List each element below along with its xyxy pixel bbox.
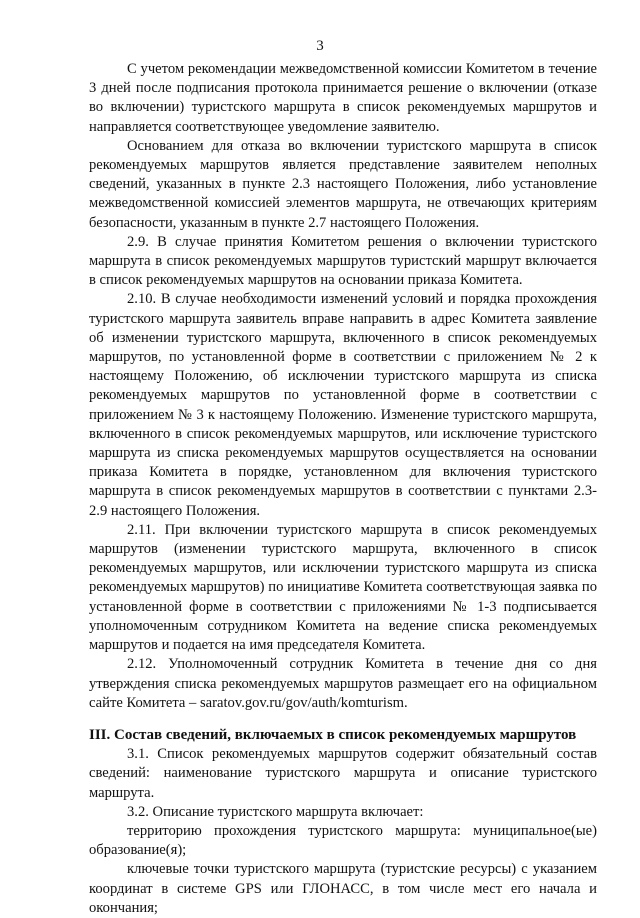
paragraph-refusal-grounds: Основанием для отказа во включении туристского маршрута в список рекомендуемых маршрутов является представление заявителем неполных сведений, указанных в пункте 2.3 настоящего Положения, либо установление межведомственной комиссией элементов маршрута, не отвечающих критериям безопасности, указанным в пункте 2.7 настоящего Положения.: [89, 137, 597, 231]
paragraph-3-1: 3.1. Список рекомендуемых маршрутов содержит обязательный состав сведений: наименование туристского маршрута и описание туристского маршрута.: [89, 746, 597, 801]
section-heading-iii: III. Состав сведений, включаемых в список рекомендуемых маршрутов: [89, 726, 577, 743]
page-number: 3: [316, 38, 324, 54]
list-item-territory: территорию прохождения туристского маршрута: муниципальное(ые) образование(я);: [89, 822, 597, 859]
paragraph-2-12: 2.12. Уполномоченный сотрудник Комитета в течение дня со дня утверждения списка рекомендуемых маршрутов размещает его на официальном сайте Комитета – saratov.gov.ru/gov/auth/komturism.: [89, 656, 597, 711]
list-item-key-points: ключевые точки туристского маршрута (туристские ресурсы) с указанием координат в системе GPS или ГЛОНАСС, в том числе мест его начала и окончания;: [89, 861, 597, 916]
paragraph-2-9: 2.9. В случае принятия Комитетом решения о включении туристского маршрута в список рекомендуемых маршрутов туристский маршрут включается в список рекомендуемых маршрутов на основании приказа Комитета.: [89, 233, 597, 289]
paragraph-2-11: 2.11. При включении туристского маршрута в список рекомендуемых маршрутов (изменении туристского маршрута, включенного в список рекомендуемых маршрутов, или исключении туристского маршрута из списка рекомендуемых маршрутов) по инициативе Комитета соответствующая заявка по установленной форме в соответствии с приложениями № 1-3 подписывается уполномоченным сотрудником Комитета на ведение списка рекомендуемых маршрутов и подается на имя председателя Комитета.: [89, 521, 597, 654]
paragraph-3-2: 3.2. Описание туристского маршрута включает:: [127, 803, 424, 820]
paragraph-commission-decision: С учетом рекомендации межведомственной комиссии Комитетом в течение 3 дней после подписания протокола принимается решение о включении (отказе во включении) туристского маршрута в список рекомендуемых маршрутов и направляется соответствующее уведомление заявителю.: [89, 61, 597, 135]
document-body: [89, 60, 597, 918]
paragraph-2-10: 2.10. В случае необходимости изменений условий и порядка прохождения туристского маршрута заявитель вправе направить в адрес Комитета заявление об изменении туристского маршрута, включенного в список рекомендуемых маршрутов, по установленной форме в соответствии с приложением № 2 к настоящему Положению, об исключении туристского маршрута из списка рекомендуемых маршрутов по установленной форме в соответствии с приложением № 3 к настоящему Положению. Изменение туристского маршрута, включенного в список рекомендуемых маршрутов, или исключение туристского маршрута из списка рекомендуемых маршрутов осуществляется на основании приказа Комитета в порядке, установленном для включения туристского маршрута в список рекомендуемых маршрутов в соответствии с пунктами 2.3-2.9 настоящего Положения.: [89, 291, 597, 519]
